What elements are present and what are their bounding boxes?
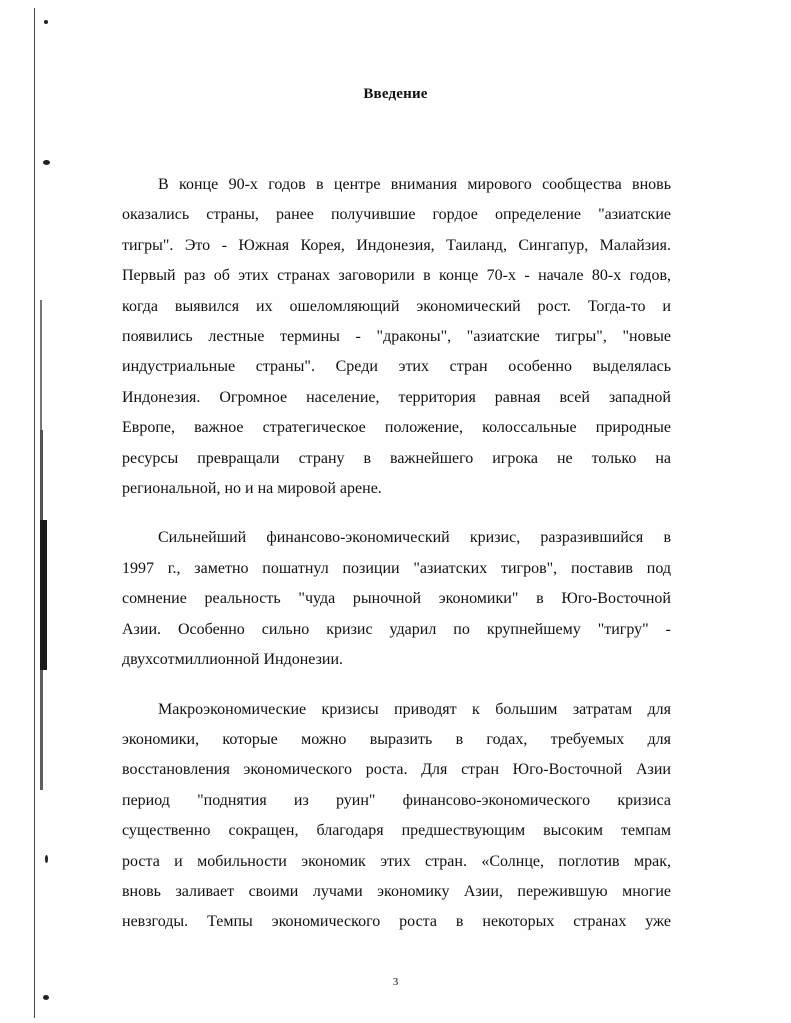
text-line: существенно сокращен, благодаря предшествующим высоким темпам [122, 822, 671, 840]
text-line: оказались страны, ранее получившие гордое определение "азиатские [122, 206, 671, 224]
scan-edge-shadow [40, 670, 43, 790]
text-line: ресурсы превращали страну в важнейшего игрока не только на [122, 449, 671, 467]
text-line: индустриальные страны". Среди этих стран особенно выделялась [122, 358, 671, 376]
scan-speck [43, 995, 49, 1000]
document-title: Введение [363, 86, 428, 102]
paragraph-3 [122, 695, 671, 938]
text-line: роста и мобильности экономик этих стран. «Солнце, поглотив мрак, [122, 852, 671, 870]
text-line: В конце 90-х годов в центре внимания мирового сообщества вновь [158, 176, 671, 193]
page-number: 3 [392, 976, 399, 988]
text-line: период "поднятия из руин" финансово-экономического кризиса [122, 791, 671, 809]
scan-speck [45, 855, 48, 863]
document-body [122, 170, 671, 938]
text-line: экономики, которые можно выразить в годах, требуемых для [122, 730, 671, 748]
text-line: вновь заливает своими лучами экономику Азии, пережившую многие [122, 882, 671, 900]
scan-speck [44, 20, 48, 24]
paragraph-2 [122, 523, 671, 675]
scan-edge-line [34, 8, 35, 1018]
text-line: региональной, но и на мировой арене. [122, 480, 382, 498]
text-line: 1997 г., заметно пошатнул позиции "азиатских тигров", поставив под [122, 559, 671, 577]
scan-speck [43, 160, 50, 165]
text-line: Индонезия. Огромное население, территория равная всей западной [122, 388, 671, 406]
text-line: невзгоды. Темпы экономического роста в некоторых странах уже [122, 913, 671, 931]
scan-edge-shadow [40, 520, 47, 670]
scan-binding-artifacts [30, 0, 54, 1023]
text-line: Азии. Особенно сильно кризис ударил по крупнейшему "тигру" - [122, 620, 671, 638]
text-line: Первый раз об этих странах заговорили в конце 70-х - начале 80-х годов, [122, 267, 671, 285]
text-line: Макроэкономические кризисы приводят к большим затратам для [158, 700, 671, 718]
text-line: тигры". Это - Южная Корея, Индонезия, Таиланд, Сингапур, Малайзия. [122, 236, 671, 254]
text-line: двухсотмиллионной Индонезии. [122, 651, 344, 669]
text-line: появились лестные термины - "драконы", "азиатские тигры", "новые [122, 328, 671, 346]
text-line: когда выявился их ошеломляющий экономический рост. Тогда-то и [122, 297, 671, 315]
text-line: сомнение реальность "чуда рыночной экономики" в Юго-Восточной [122, 590, 671, 608]
text-line: Сильнейший финансово-экономический кризис, разразившийся в [158, 529, 671, 547]
scan-edge-shadow [40, 300, 42, 430]
text-line: восстановления экономического роста. Для стран Юго-Восточной Азии [122, 761, 671, 779]
text-line: Европе, важное стратегическое положение, колоссальные природные [122, 419, 671, 437]
paragraph-1 [122, 170, 671, 504]
scan-edge-shadow [40, 430, 43, 520]
